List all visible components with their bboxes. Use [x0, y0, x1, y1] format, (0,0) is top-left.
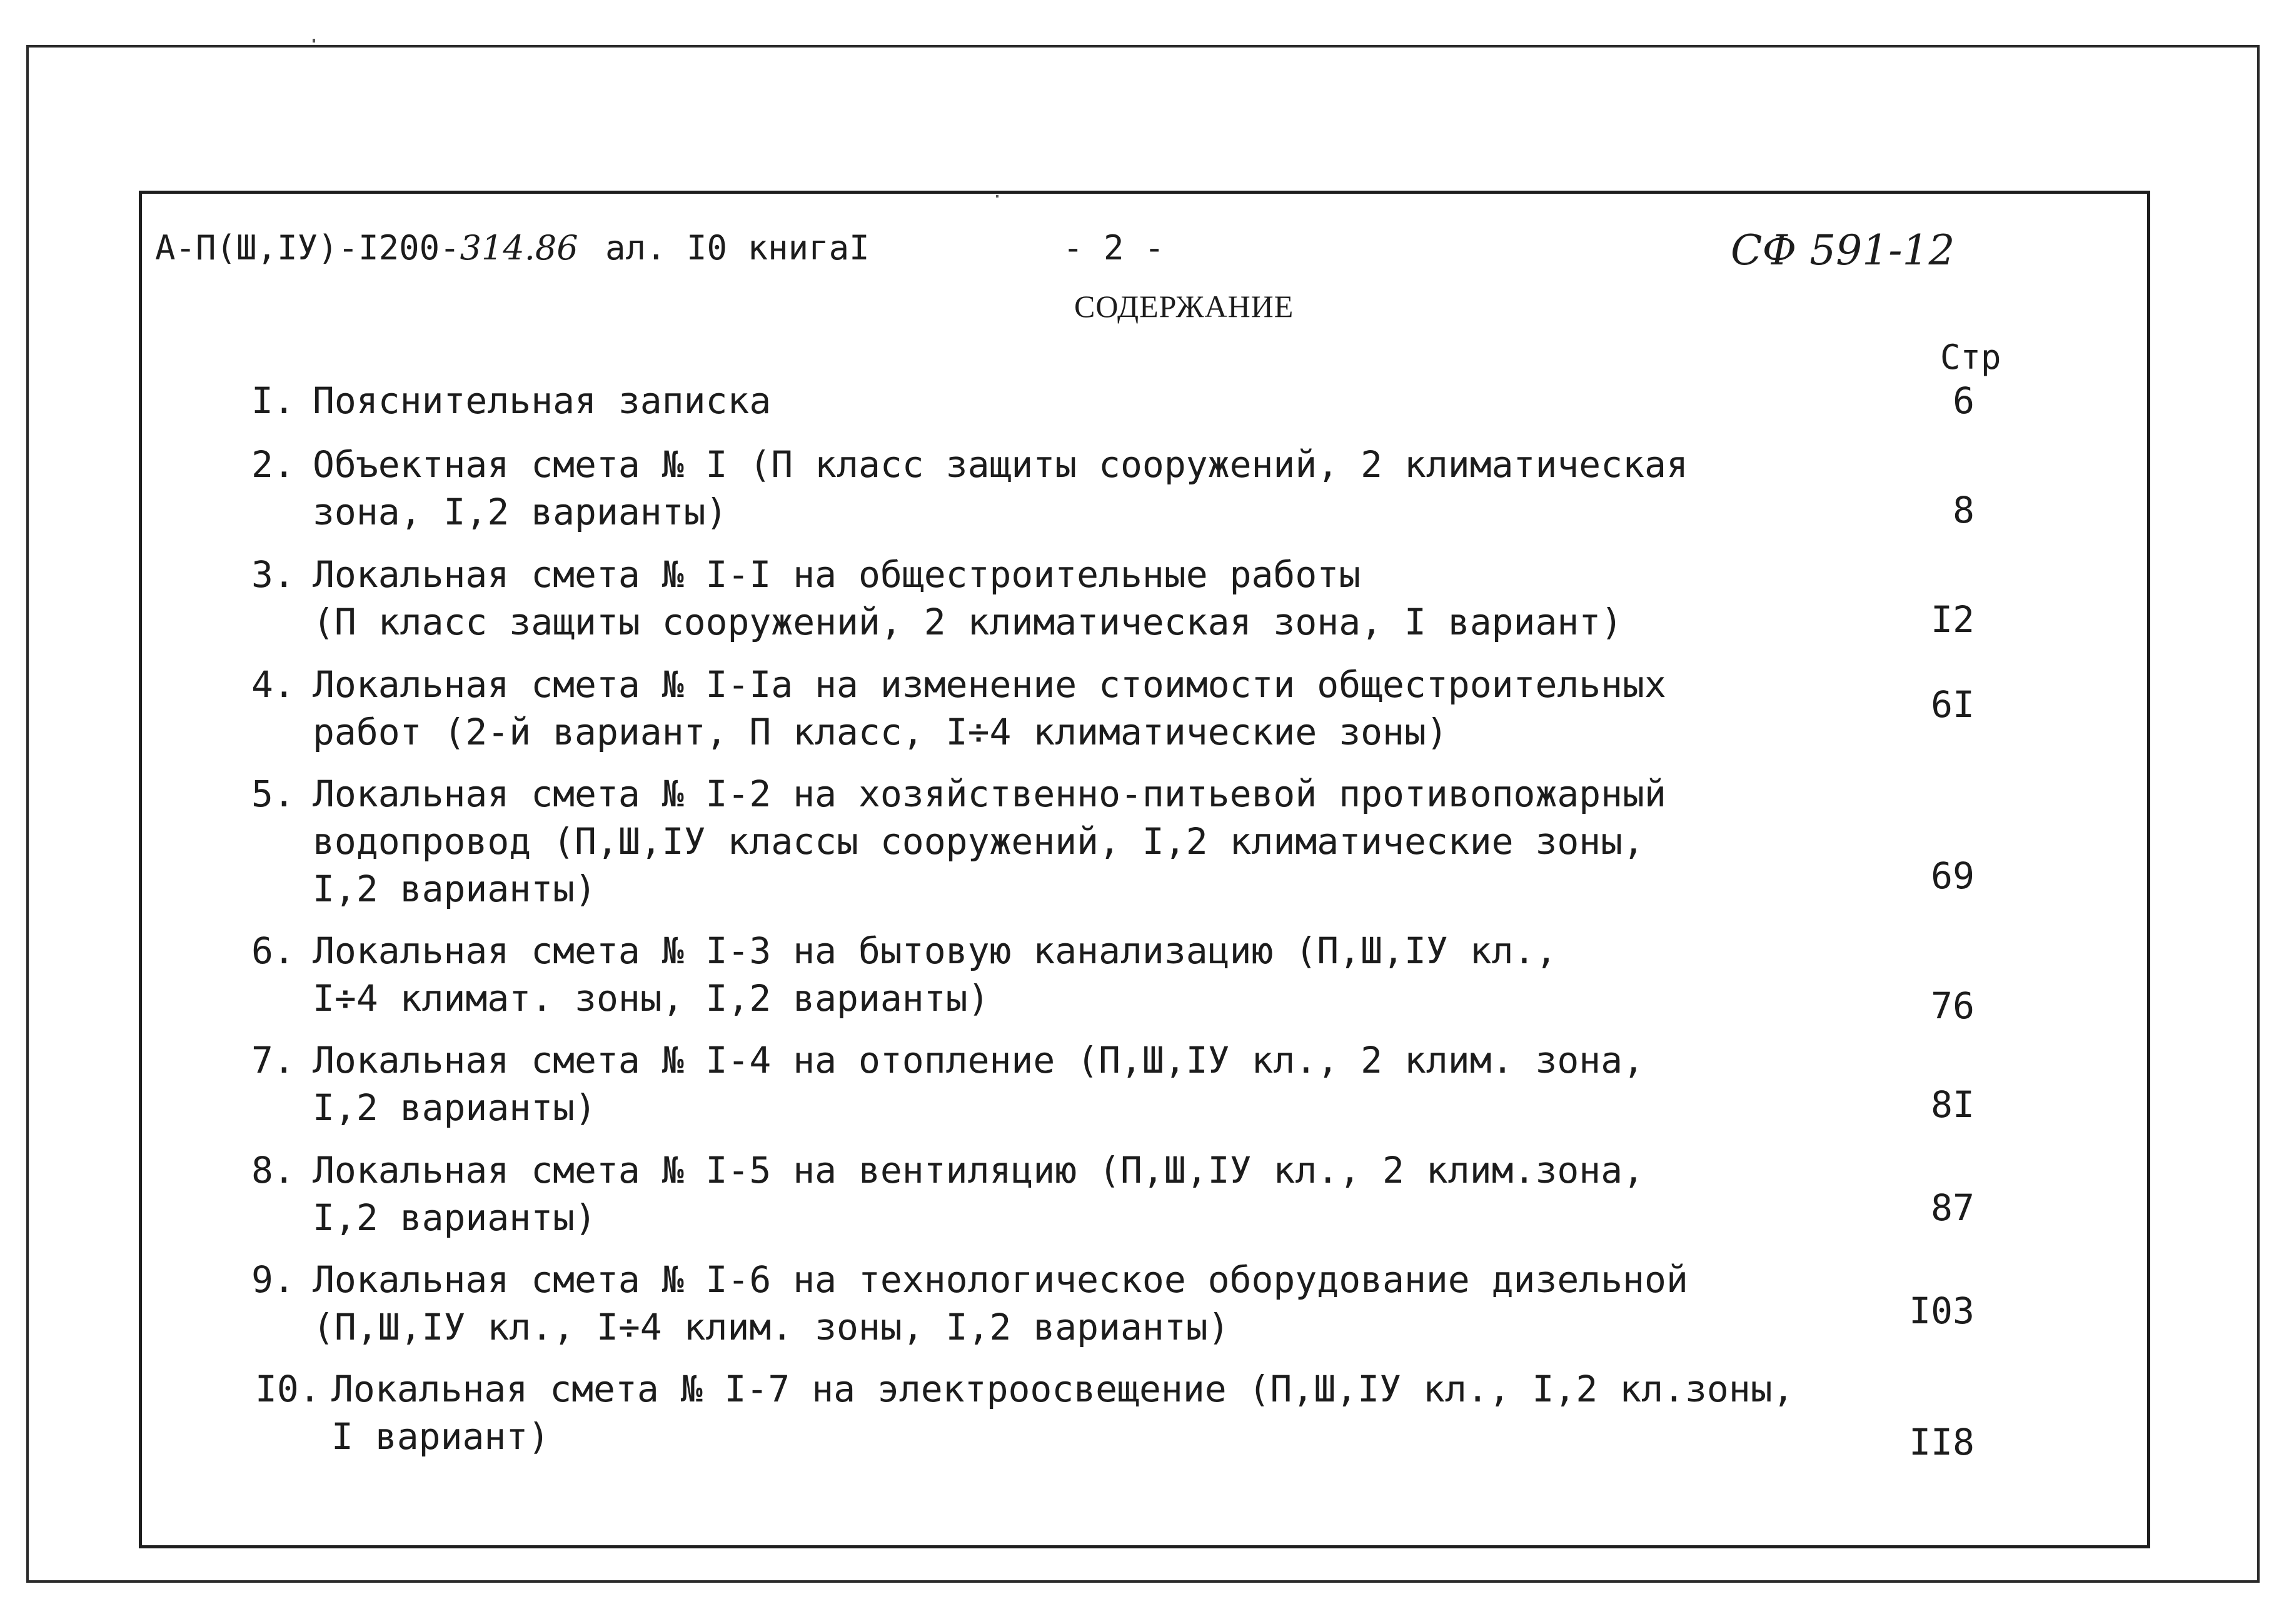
- toc-item-number: 9.: [251, 1258, 295, 1301]
- scan-mark: [996, 195, 999, 198]
- page-number: - 2 -: [1063, 228, 1165, 268]
- toc-item-page: 69: [1931, 855, 1975, 897]
- toc-item-text-line: (П класс защиты сооружений, 2 климатическая зона, I вариант): [313, 601, 1623, 643]
- toc-item-page: I2: [1931, 598, 1975, 641]
- toc-item-number: 3.: [251, 553, 295, 596]
- page-title: СОДЕРЖАНИЕ: [1074, 289, 1294, 324]
- toc-item-number: 7.: [251, 1039, 295, 1081]
- toc-item-number: 4.: [251, 663, 295, 706]
- toc-item-page: I03: [1909, 1290, 1975, 1332]
- scan-mark: [313, 39, 315, 43]
- toc-item-number: 6.: [251, 930, 295, 972]
- toc-item-text-line: Локальная смета № I-6 на технологическое оборудование дизельной: [313, 1258, 1688, 1301]
- toc-item-page: 8I: [1931, 1083, 1975, 1126]
- toc-item-text-line: Локальная смета № I-4 на отопление (П,Ш,IУ кл., 2 клим. зона,: [313, 1039, 1645, 1081]
- handwritten-stamp: СФ 591-12: [1731, 226, 1955, 274]
- toc-item-number: 5.: [251, 773, 295, 815]
- toc-item-text-line: I÷4 климат. зоны, I,2 варианты): [313, 977, 990, 1020]
- toc-item-number: I.: [251, 379, 295, 422]
- toc-item-page: 76: [1931, 985, 1975, 1027]
- toc-item-text-line: Локальная смета № I-I на общестроительные работы: [313, 553, 1361, 596]
- toc-item-text-line: (П,Ш,IУ кл., I÷4 клим. зоны, I,2 варианты): [313, 1306, 1230, 1348]
- toc-item-text-line: зона, I,2 варианты): [313, 491, 728, 533]
- toc-item-page: II8: [1909, 1421, 1975, 1463]
- toc-item-text-line: Объектная смета № I (П класс защиты сооружений, 2 климатическая: [313, 443, 1688, 486]
- document-code: [155, 228, 578, 268]
- toc-item-page: 6I: [1931, 683, 1975, 726]
- toc-item-text-line: водопровод (П,Ш,IУ классы сооружений, I,2 климатические зоны,: [313, 820, 1645, 863]
- page-column-header: Стр: [1940, 338, 2001, 377]
- album-book: ал. I0 книгаI: [605, 228, 870, 268]
- document-code-prefix: А-П(Ш,IУ)-I200-: [155, 228, 460, 268]
- toc-item-number: I0.: [255, 1368, 321, 1410]
- toc-item-number: 2.: [251, 443, 295, 486]
- toc-item-text-line: работ (2-й вариант, П класс, I÷4 климатические зоны): [313, 711, 1448, 753]
- toc-item-text-line: I вариант): [331, 1415, 550, 1458]
- toc-item-text-line: Локальная смета № I-5 на вентиляцию (П,Ш,IУ кл., 2 клим.зона,: [313, 1149, 1645, 1191]
- toc-item-text-line: Локальная смета № I-7 на электроосвещение (П,Ш,IУ кл., I,2 кл.зоны,: [331, 1368, 1794, 1410]
- toc-item-page: 87: [1931, 1186, 1975, 1229]
- toc-item-text-line: I,2 варианты): [313, 1086, 596, 1129]
- toc-item-text-line: I,2 варианты): [313, 868, 596, 910]
- toc-item-text-line: Локальная смета № I-3 на бытовую канализацию (П,Ш,IУ кл.,: [313, 930, 1557, 972]
- document-code-handwritten: 314.86: [460, 228, 578, 268]
- toc-item-page: 6: [1953, 379, 1975, 422]
- toc-item-text-line: Локальная смета № I-Iа на изменение стоимости общестроительных: [313, 663, 1666, 706]
- toc-item-text-line: Пояснительная записка: [313, 379, 772, 422]
- toc-item-text-line: I,2 варианты): [313, 1196, 596, 1239]
- toc-item-page: 8: [1953, 489, 1975, 531]
- toc-item-number: 8.: [251, 1149, 295, 1191]
- toc-item-text-line: Локальная смета № I-2 на хозяйственно-питьевой противопожарный: [313, 773, 1666, 815]
